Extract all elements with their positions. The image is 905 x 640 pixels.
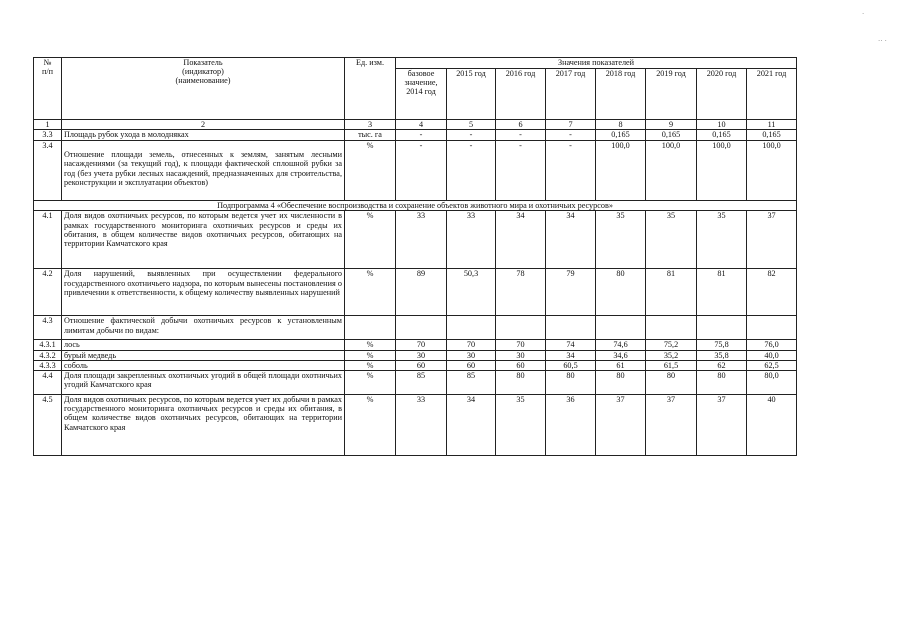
row-value: 34,6 xyxy=(596,350,646,360)
row-unit: % xyxy=(345,269,396,316)
row-value: 62 xyxy=(697,360,747,370)
scan-mark: · xyxy=(862,10,865,18)
row-value: 35 xyxy=(596,211,646,269)
row-num: 4.4 xyxy=(34,370,62,394)
row-value: 34 xyxy=(546,211,596,269)
header-indicator: Показатель (индикатор) (наименование) xyxy=(62,58,345,120)
row-value: 37 xyxy=(646,394,697,455)
row-value xyxy=(596,316,646,340)
row-value: 35,2 xyxy=(646,350,697,360)
header-year: 2020 год xyxy=(697,69,747,120)
row-value: 61 xyxy=(596,360,646,370)
row-value: 100,0 xyxy=(646,141,697,201)
header-year: 2017 год xyxy=(546,69,596,120)
column-number: 10 xyxy=(697,120,747,130)
row-value xyxy=(496,316,546,340)
row-value xyxy=(396,316,447,340)
column-number: 7 xyxy=(546,120,596,130)
header-year: базовое значение, 2014 год xyxy=(396,69,447,120)
table-row xyxy=(34,211,797,269)
row-value: 80 xyxy=(496,370,546,394)
row-value: 78 xyxy=(496,269,546,316)
table-row xyxy=(34,350,797,360)
header-year: 2016 год xyxy=(496,69,546,120)
column-number: 6 xyxy=(496,120,546,130)
row-value: 60,5 xyxy=(546,360,596,370)
row-value: 37 xyxy=(697,394,747,455)
row-value: 30 xyxy=(396,350,447,360)
row-name: Доля видов охотничьих ресурсов, по которым ведется учет их численности в рамках государственного мониторинга охотничьих ресурсов и среды их обитания, в общем количестве видов охотничьих ресурсов, обитающих на территории Камчатского края xyxy=(62,211,345,269)
row-name: Доля площади закрепленных охотничьих угодий в общей площади охотничьих угодий Камчатского края xyxy=(62,370,345,394)
row-value: 35,8 xyxy=(697,350,747,360)
row-value: - xyxy=(546,130,596,141)
table-row xyxy=(34,394,797,455)
row-unit: тыс. га xyxy=(345,130,396,141)
subprogram-row xyxy=(34,201,797,211)
row-value: - xyxy=(496,130,546,141)
row-value: - xyxy=(546,141,596,201)
row-value: 81 xyxy=(697,269,747,316)
row-value: 81 xyxy=(646,269,697,316)
row-value: 0,165 xyxy=(697,130,747,141)
row-value: 0,165 xyxy=(646,130,697,141)
row-value: - xyxy=(396,141,447,201)
row-name: Отношение фактической добычи охотничьих ресурсов к установленным лимитам добычи по видам: xyxy=(62,316,345,340)
row-value: 34 xyxy=(546,350,596,360)
row-value: 70 xyxy=(496,340,546,350)
row-value: 40 xyxy=(747,394,797,455)
column-number: 2 xyxy=(62,120,345,130)
header-num: № п/п xyxy=(34,58,62,120)
row-num: 4.3.2 xyxy=(34,350,62,360)
table-row xyxy=(34,141,797,201)
row-value: 0,165 xyxy=(747,130,797,141)
row-value: 40,0 xyxy=(747,350,797,360)
row-value: - xyxy=(447,130,496,141)
table-row xyxy=(34,130,797,141)
row-unit: % xyxy=(345,360,396,370)
row-value: 60 xyxy=(496,360,546,370)
row-value: 100,0 xyxy=(596,141,646,201)
row-value: 80 xyxy=(646,370,697,394)
row-value: 33 xyxy=(396,394,447,455)
row-num: 4.1 xyxy=(34,211,62,269)
row-value xyxy=(697,316,747,340)
row-value: 35 xyxy=(697,211,747,269)
row-unit: % xyxy=(345,370,396,394)
row-value: 61,5 xyxy=(646,360,697,370)
row-value: 0,165 xyxy=(596,130,646,141)
row-value: 100,0 xyxy=(697,141,747,201)
row-value: 80 xyxy=(697,370,747,394)
row-value: 37 xyxy=(596,394,646,455)
row-value: 79 xyxy=(546,269,596,316)
row-value: 62,5 xyxy=(747,360,797,370)
subprogram-title: Подпрограмма 4 «Обеспечение воспроизводства и сохранение объектов животного мира и охотничьих ресурсов» xyxy=(34,201,797,211)
column-number: 1 xyxy=(34,120,62,130)
row-value: 74,6 xyxy=(596,340,646,350)
scan-mark: ·· · xyxy=(878,37,887,45)
row-value: 85 xyxy=(396,370,447,394)
table-row xyxy=(34,269,797,316)
row-value: - xyxy=(447,141,496,201)
row-value: 80 xyxy=(596,370,646,394)
row-value: - xyxy=(396,130,447,141)
row-name: Площадь рубок ухода в молодняках xyxy=(62,130,345,141)
row-value: 33 xyxy=(396,211,447,269)
row-value: 60 xyxy=(396,360,447,370)
row-value xyxy=(646,316,697,340)
column-numbers-row xyxy=(34,120,797,130)
row-num: 4.3 xyxy=(34,316,62,340)
header-values-group: Значения показателей xyxy=(396,58,797,69)
table-row xyxy=(34,340,797,350)
row-value: 35 xyxy=(646,211,697,269)
row-name: Доля нарушений, выявленных при осуществлении федерального государственного охотничьего надзора, по которым вынесены постановления о привлечении к ответственности, к общему количеству выявленных нарушений xyxy=(62,269,345,316)
row-num: 4.5 xyxy=(34,394,62,455)
row-value: 70 xyxy=(396,340,447,350)
header-year: 2021 год xyxy=(747,69,797,120)
row-value: 30 xyxy=(447,350,496,360)
row-value: 34 xyxy=(447,394,496,455)
row-value: 30 xyxy=(496,350,546,360)
header-year: 2018 год xyxy=(596,69,646,120)
row-value: 75,2 xyxy=(646,340,697,350)
column-number: 3 xyxy=(345,120,396,130)
row-value: 60 xyxy=(447,360,496,370)
row-num: 3.3 xyxy=(34,130,62,141)
row-value xyxy=(447,316,496,340)
row-value: 100,0 xyxy=(747,141,797,201)
row-value: 80 xyxy=(596,269,646,316)
row-value: 50,3 xyxy=(447,269,496,316)
header-year: 2015 год xyxy=(447,69,496,120)
row-value: 85 xyxy=(447,370,496,394)
row-value: 37 xyxy=(747,211,797,269)
row-value: 80 xyxy=(546,370,596,394)
header-row xyxy=(34,58,797,69)
row-name: соболь xyxy=(62,360,345,370)
row-value: 70 xyxy=(447,340,496,350)
row-num: 4.3.1 xyxy=(34,340,62,350)
row-value: 75,8 xyxy=(697,340,747,350)
row-name: лось xyxy=(62,340,345,350)
row-num: 3.4 xyxy=(34,141,62,201)
row-name: бурый медведь xyxy=(62,350,345,360)
table-row xyxy=(34,316,797,340)
row-value: - xyxy=(496,141,546,201)
row-value: 33 xyxy=(447,211,496,269)
row-num: 4.2 xyxy=(34,269,62,316)
column-number: 5 xyxy=(447,120,496,130)
row-num: 4.3.3 xyxy=(34,360,62,370)
row-unit: % xyxy=(345,350,396,360)
row-value xyxy=(546,316,596,340)
row-unit: % xyxy=(345,340,396,350)
row-name: Доля видов охотничьих ресурсов, по которым ведется учет их добычи в рамках государственного мониторинга охотничьих ресурсов и среды их обитания, в общем количестве видов охотничьих ресурсов, обитающих на территории Камчатского края xyxy=(62,394,345,455)
row-value: 35 xyxy=(496,394,546,455)
row-unit: % xyxy=(345,141,396,201)
row-unit: % xyxy=(345,211,396,269)
row-value: 82 xyxy=(747,269,797,316)
header-year: 2019 год xyxy=(646,69,697,120)
row-value: 74 xyxy=(546,340,596,350)
row-value: 34 xyxy=(496,211,546,269)
row-value: 89 xyxy=(396,269,447,316)
row-value: 76,0 xyxy=(747,340,797,350)
column-number: 11 xyxy=(747,120,797,130)
indicators-table xyxy=(33,57,797,456)
row-unit xyxy=(345,316,396,340)
row-value xyxy=(747,316,797,340)
header-unit: Ед. изм. xyxy=(345,58,396,120)
row-value: 36 xyxy=(546,394,596,455)
table-row xyxy=(34,360,797,370)
column-number: 8 xyxy=(596,120,646,130)
table-row xyxy=(34,370,797,394)
column-number: 4 xyxy=(396,120,447,130)
column-number: 9 xyxy=(646,120,697,130)
row-value: 80,0 xyxy=(747,370,797,394)
row-name: Отношение площади земель, отнесенных к землям, занятым лесными насаждениями (за текущий год), к площади фактической сплошной рубки за год (без учета рубки лесных насаждений, предназначенных для строительства, реконструкции и эксплуатации объектов) xyxy=(62,141,345,201)
row-unit: % xyxy=(345,394,396,455)
